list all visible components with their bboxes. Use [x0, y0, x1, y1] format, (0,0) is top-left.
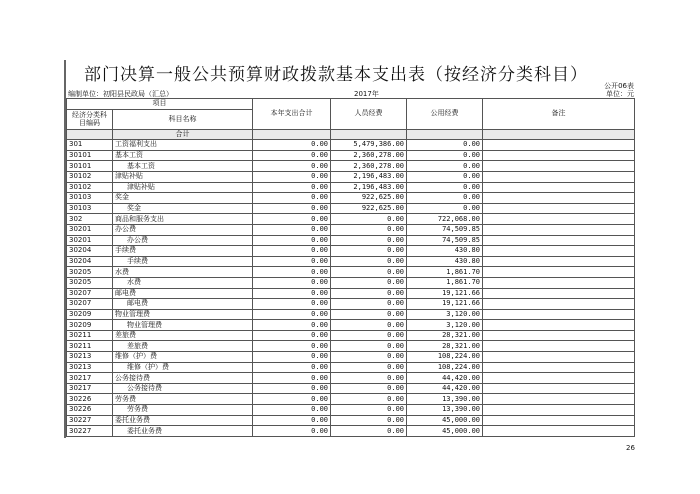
table-body [67, 140, 635, 437]
sum-label: 合计 [113, 129, 253, 140]
row-personnel: 2,360,278.00 [331, 150, 407, 161]
header-personnel: 人员经费 [331, 99, 407, 130]
row-public: 0.00 [407, 171, 483, 182]
row-total: 0.00 [253, 235, 331, 246]
row-total: 0.00 [253, 171, 331, 182]
row-personnel: 0.00 [331, 246, 407, 257]
table-row [67, 330, 635, 341]
row-total: 0.00 [253, 309, 331, 320]
row-remark [483, 256, 635, 267]
row-name: 手续费 [113, 256, 253, 267]
row-total: 0.00 [253, 140, 331, 151]
row-remark [483, 214, 635, 225]
row-personnel: 0.00 [331, 352, 407, 363]
row-public: 74,509.85 [407, 224, 483, 235]
table-row [67, 203, 635, 214]
row-personnel: 0.00 [331, 383, 407, 394]
row-code: 30209 [67, 309, 113, 320]
row-name: 工资福利支出 [113, 140, 253, 151]
table-row [67, 224, 635, 235]
row-public: 722,068.00 [407, 214, 483, 225]
table-row [67, 140, 635, 151]
row-total: 0.00 [253, 373, 331, 384]
row-code: 30205 [67, 277, 113, 288]
sum-public [407, 129, 483, 140]
row-public: 13,390.00 [407, 405, 483, 416]
table-row [67, 161, 635, 172]
row-code: 30211 [67, 341, 113, 352]
row-remark [483, 320, 635, 331]
row-total: 0.00 [253, 277, 331, 288]
row-public: 0.00 [407, 193, 483, 204]
row-personnel: 0.00 [331, 373, 407, 384]
row-code: 30204 [67, 246, 113, 257]
row-public: 0.00 [407, 150, 483, 161]
row-personnel: 0.00 [331, 415, 407, 426]
row-remark [483, 405, 635, 416]
row-remark [483, 224, 635, 235]
header-total: 本年支出合计 [253, 99, 331, 130]
header-row-project [67, 99, 635, 110]
row-total: 0.00 [253, 320, 331, 331]
row-personnel: 0.00 [331, 288, 407, 299]
row-name: 公务接待费 [113, 373, 253, 384]
row-code: 30101 [67, 150, 113, 161]
table-row [67, 415, 635, 426]
row-personnel: 0.00 [331, 256, 407, 267]
row-code: 30227 [67, 426, 113, 437]
row-remark [483, 330, 635, 341]
row-total: 0.00 [253, 288, 331, 299]
table-row [67, 214, 635, 225]
table-row [67, 373, 635, 384]
row-code: 30213 [67, 352, 113, 363]
row-name: 基本工资 [113, 150, 253, 161]
row-name: 委托业务费 [113, 415, 253, 426]
row-code: 30204 [67, 256, 113, 267]
table-row [67, 267, 635, 278]
row-remark [483, 426, 635, 437]
row-name: 邮电费 [113, 299, 253, 310]
row-remark [483, 362, 635, 373]
row-code: 30213 [67, 362, 113, 373]
row-name: 公务接待费 [113, 383, 253, 394]
row-remark [483, 161, 635, 172]
table-row [67, 320, 635, 331]
row-name: 维修（护）费 [113, 362, 253, 373]
table-row [67, 150, 635, 161]
row-personnel: 0.00 [331, 362, 407, 373]
table-row [67, 383, 635, 394]
header-public: 公用经费 [407, 99, 483, 130]
row-total: 0.00 [253, 256, 331, 267]
row-name: 委托业务费 [113, 426, 253, 437]
row-code: 30101 [67, 161, 113, 172]
row-code: 30201 [67, 224, 113, 235]
row-public: 45,000.00 [407, 426, 483, 437]
row-public: 28,321.00 [407, 330, 483, 341]
row-total: 0.00 [253, 267, 331, 278]
row-name: 津贴补贴 [113, 182, 253, 193]
row-public: 44,420.00 [407, 373, 483, 384]
row-remark [483, 193, 635, 204]
page-number: 26 [626, 444, 635, 452]
money-unit: 单位：元 [606, 90, 634, 98]
row-code: 30209 [67, 320, 113, 331]
form-code: 公开06表 [604, 82, 634, 90]
row-public: 3,120.00 [407, 320, 483, 331]
table-row [67, 193, 635, 204]
row-personnel: 0.00 [331, 394, 407, 405]
row-public: 0.00 [407, 203, 483, 214]
row-code: 30227 [67, 415, 113, 426]
row-public: 13,390.00 [407, 394, 483, 405]
row-code: 302 [67, 214, 113, 225]
row-remark [483, 341, 635, 352]
row-code: 30211 [67, 330, 113, 341]
row-personnel: 0.00 [331, 320, 407, 331]
row-code: 30226 [67, 394, 113, 405]
table-row [67, 182, 635, 193]
row-personnel: 5,479,386.00 [331, 140, 407, 151]
row-public: 108,224.00 [407, 362, 483, 373]
table-row [67, 256, 635, 267]
row-remark [483, 373, 635, 384]
row-code: 30226 [67, 405, 113, 416]
header-project: 项目 [67, 99, 253, 110]
header-remark: 备注 [483, 99, 635, 130]
row-name: 手续费 [113, 246, 253, 257]
row-personnel: 2,196,483.00 [331, 182, 407, 193]
row-total: 0.00 [253, 203, 331, 214]
table-row [67, 341, 635, 352]
row-name: 办公费 [113, 224, 253, 235]
row-code: 30102 [67, 182, 113, 193]
sum-personnel [331, 129, 407, 140]
row-total: 0.00 [253, 394, 331, 405]
row-name: 劳务费 [113, 405, 253, 416]
row-name: 奖金 [113, 193, 253, 204]
row-name: 商品和服务支出 [113, 214, 253, 225]
sum-code [67, 129, 113, 140]
row-name: 津贴补贴 [113, 171, 253, 182]
row-name: 维修（护）费 [113, 352, 253, 363]
expenditure-table [66, 98, 635, 437]
row-personnel: 0.00 [331, 405, 407, 416]
row-name: 差旅费 [113, 341, 253, 352]
row-public: 1,861.70 [407, 277, 483, 288]
row-public: 430.80 [407, 246, 483, 257]
row-total: 0.00 [253, 330, 331, 341]
row-remark [483, 246, 635, 257]
row-total: 0.00 [253, 426, 331, 437]
row-public: 0.00 [407, 140, 483, 151]
row-code: 30217 [67, 383, 113, 394]
page-title: 部门决算一般公共预算财政拨款基本支出表（按经济分类科目） [84, 65, 588, 85]
row-personnel: 922,625.00 [331, 193, 407, 204]
table-row [67, 426, 635, 437]
sum-row [67, 129, 635, 140]
row-public: 3,120.00 [407, 309, 483, 320]
row-personnel: 0.00 [331, 330, 407, 341]
row-remark [483, 299, 635, 310]
row-total: 0.00 [253, 182, 331, 193]
row-name: 奖金 [113, 203, 253, 214]
row-total: 0.00 [253, 341, 331, 352]
table-row [67, 352, 635, 363]
row-total: 0.00 [253, 193, 331, 204]
row-remark [483, 309, 635, 320]
sum-total [253, 129, 331, 140]
sum-remark [483, 129, 635, 140]
row-name: 劳务费 [113, 394, 253, 405]
row-public: 19,121.66 [407, 299, 483, 310]
row-name: 办公费 [113, 235, 253, 246]
row-total: 0.00 [253, 362, 331, 373]
row-remark [483, 394, 635, 405]
row-total: 0.00 [253, 299, 331, 310]
row-code: 30103 [67, 193, 113, 204]
row-public: 1,861.70 [407, 267, 483, 278]
row-total: 0.00 [253, 415, 331, 426]
row-personnel: 2,196,483.00 [331, 171, 407, 182]
table-row [67, 362, 635, 373]
header-code: 经济分类科目编码 [67, 109, 113, 129]
row-name: 邮电费 [113, 288, 253, 299]
row-personnel: 0.00 [331, 309, 407, 320]
row-remark [483, 352, 635, 363]
row-personnel: 0.00 [331, 341, 407, 352]
table-row [67, 246, 635, 257]
row-code: 30103 [67, 203, 113, 214]
row-code: 30205 [67, 267, 113, 278]
table-row [67, 405, 635, 416]
row-public: 430.80 [407, 256, 483, 267]
table-row [67, 277, 635, 288]
row-name: 水费 [113, 277, 253, 288]
row-total: 0.00 [253, 224, 331, 235]
table-row [67, 288, 635, 299]
row-code: 30207 [67, 299, 113, 310]
row-public: 28,321.00 [407, 341, 483, 352]
row-personnel: 0.00 [331, 267, 407, 278]
row-remark [483, 182, 635, 193]
row-total: 0.00 [253, 246, 331, 257]
row-code: 30201 [67, 235, 113, 246]
table-row [67, 235, 635, 246]
row-remark [483, 171, 635, 182]
row-total: 0.00 [253, 405, 331, 416]
row-remark [483, 415, 635, 426]
row-public: 44,420.00 [407, 383, 483, 394]
row-personnel: 0.00 [331, 235, 407, 246]
row-name: 水费 [113, 267, 253, 278]
row-code: 30217 [67, 373, 113, 384]
row-name: 物业管理费 [113, 309, 253, 320]
row-code: 30207 [67, 288, 113, 299]
row-personnel: 0.00 [331, 214, 407, 225]
row-remark [483, 150, 635, 161]
row-personnel: 0.00 [331, 426, 407, 437]
row-total: 0.00 [253, 214, 331, 225]
row-total: 0.00 [253, 161, 331, 172]
row-personnel: 2,360,278.00 [331, 161, 407, 172]
row-name: 物业管理费 [113, 320, 253, 331]
row-personnel: 0.00 [331, 277, 407, 288]
row-remark [483, 140, 635, 151]
row-public: 19,121.66 [407, 288, 483, 299]
table-row [67, 171, 635, 182]
row-remark [483, 288, 635, 299]
row-public: 108,224.00 [407, 352, 483, 363]
row-remark [483, 235, 635, 246]
row-public: 45,000.00 [407, 415, 483, 426]
row-personnel: 0.00 [331, 224, 407, 235]
row-personnel: 922,625.00 [331, 203, 407, 214]
row-remark [483, 277, 635, 288]
header-name: 科目名称 [113, 109, 253, 129]
row-personnel: 0.00 [331, 299, 407, 310]
row-total: 0.00 [253, 383, 331, 394]
row-code: 301 [67, 140, 113, 151]
row-remark [483, 267, 635, 278]
row-name: 基本工资 [113, 161, 253, 172]
row-remark [483, 203, 635, 214]
table-row [67, 309, 635, 320]
row-public: 74,509.85 [407, 235, 483, 246]
row-public: 0.00 [407, 182, 483, 193]
row-code: 30102 [67, 171, 113, 182]
table-row [67, 299, 635, 310]
row-remark [483, 383, 635, 394]
table-row [67, 394, 635, 405]
row-name: 差旅费 [113, 330, 253, 341]
compiling-unit: 编制单位：初阳县民政局（汇总） [68, 90, 173, 98]
row-total: 0.00 [253, 150, 331, 161]
row-total: 0.00 [253, 352, 331, 363]
row-public: 0.00 [407, 161, 483, 172]
report-year: 2017年 [354, 90, 379, 98]
